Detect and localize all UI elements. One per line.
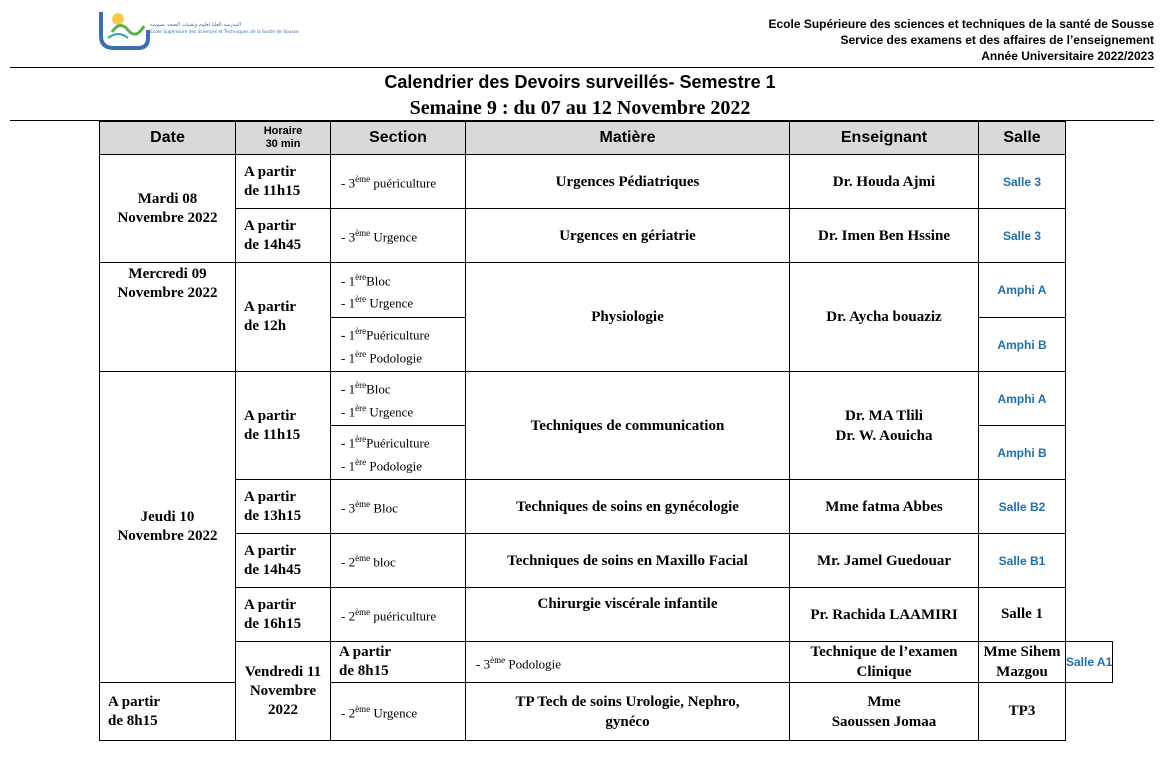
matiere-cell: Technique de l’examen Clinique [790,642,979,683]
hour-cell [331,642,466,683]
sec-txt: Urgence [366,403,414,419]
schedule-table [99,121,1113,741]
salle-cell: Salle 1 [979,588,1066,642]
col-horaire-l2: 30 min [265,138,301,150]
hour-l2: de 8h15 [108,712,158,729]
salle-cell: Amphi A [979,372,1066,426]
enseignant-cell: Mr. Jamel Guedouar [790,534,979,588]
sec-pre: - [341,435,349,451]
enseignant-cell [790,683,979,741]
sec-sup: ère [355,348,367,359]
hour-cell [236,588,331,642]
header-divider [10,67,1154,68]
date-day: Mardi 08 [137,190,198,207]
sec-sup: ème [355,228,371,239]
hour-l1: A partir [244,542,297,559]
school-name: Ecole Supérieure des sciences et techniques de la santé de Sousse [768,17,1154,31]
sec-txt: Bloc [366,381,391,397]
school-header [769,16,1155,64]
sec-pre: - 1 [341,403,356,419]
date-month: Novembre 2022 [249,682,317,718]
date-cell [236,642,331,741]
sec-sup: ème [355,607,371,618]
sec-sup: ème [355,553,371,564]
hour-l2: de 14h45 [244,236,302,253]
sec-pre: - 3 [341,229,356,245]
col-horaire-l1: Horaire [263,125,303,137]
matiere-cell: Techniques de communication [466,372,790,480]
sec-num: 1 [348,381,356,397]
salle-cell: Amphi B [979,426,1066,480]
sec-pre: - [341,327,349,343]
sec-num: 1 [348,435,356,451]
matiere-cell [466,683,790,741]
hour-l2: de 11h15 [244,426,301,443]
sec-txt: bloc [370,554,396,570]
hour-cell [236,155,331,209]
hour-cell [100,683,236,741]
hour-l1: A partir [244,217,297,234]
sec-txt: Puériculture [366,327,430,343]
table-row [100,372,1113,426]
col-date: Date [100,122,236,155]
sec-txt: Podologie [505,656,562,672]
sec-pre: - 3 [341,500,356,516]
col-salle: Salle [979,122,1066,155]
sec-txt: Podologie [366,349,423,365]
sec-pre: - 1 [341,457,356,473]
sec-txt: Bloc [370,500,398,516]
school-logo [98,10,299,50]
sec-txt: Urgence [370,229,418,245]
sec-sup: ère [355,456,367,467]
sec-pre: - 1 [341,295,356,311]
sec-txt: Urgence [370,705,418,721]
hour-cell [236,480,331,534]
sec-sup: ère [355,402,367,413]
ens-l2: Dr. W. Aouicha [835,427,933,444]
hour-l2: de 8h15 [339,663,389,679]
salle-cell: Salle B2 [979,480,1066,534]
date-month: Novembre 2022 [117,209,218,226]
hour-l2: de 12h [244,318,287,334]
sec-sup: ère [355,326,367,337]
sec-num: 1 [348,327,356,343]
date-cell [100,263,236,372]
hour-l1: A partir [108,693,161,710]
table-row [100,209,1113,263]
table-row [100,534,1113,588]
salle-cell: Salle A1 [1066,642,1113,683]
section-cell [331,683,466,741]
matiere-cell: Techniques de soins en Maxillo Facial [466,534,790,588]
col-matiere: Matière [466,122,790,155]
matiere-cell: Physiologie [466,263,790,372]
sec-pre: - 2 [341,554,356,570]
sec-pre: - [341,273,349,288]
salle-cell: Amphi B [979,318,1066,372]
sec-txt: Urgence [366,295,414,311]
date-month: Novembre 2022 [117,285,218,301]
ens-l2: Saoussen Jomaa [831,713,937,730]
section-cell [331,480,466,534]
sec-num: 1 [348,273,356,288]
hour-l1: A partir [244,596,297,613]
date-day: Jeudi 10 [140,509,195,525]
sec-txt: Bloc [366,273,391,288]
matiere-cell: Urgences Pédiatriques [466,155,790,209]
sec-txt: Podologie [366,457,423,473]
table-row [100,480,1113,534]
sec-txt: puériculture [370,608,437,624]
section-cell [331,588,466,642]
table-header-row [100,122,1113,155]
date-cell [100,372,236,683]
section-cell [331,372,466,426]
sec-pre: - 2 [341,705,356,721]
salle-cell: Salle 3 [979,209,1066,263]
matiere-l2: gynéco [605,713,650,730]
sec-txt: Puériculture [366,435,430,451]
section-cell [331,318,466,372]
enseignant-cell: Mme Sihem Mazgou [979,642,1066,683]
salle-cell: Salle B1 [979,534,1066,588]
sec-sup: ère [355,380,367,391]
enseignant-cell: Pr. Rachida LAAMIRI [790,588,979,642]
academic-year: Année Universitaire 2022/2023 [981,49,1154,63]
section-cell [331,209,466,263]
page-title: Calendrier des Devoirs surveillés- Semestre 1 [384,72,776,92]
date-day: Vendredi 11 [244,663,322,680]
hour-cell [236,209,331,263]
sec-sup: ème [490,654,506,665]
sec-sup: ère [355,434,367,445]
ens-l1: Dr. MA Tlili [845,407,923,424]
week-subtitle: Semaine 9 : du 07 au 12 Novembre 2022 [409,97,751,119]
table-row [100,588,1113,642]
col-enseignant: Enseignant [790,122,979,155]
table-row [100,642,1113,683]
hour-l1: A partir [244,299,297,315]
logo-text-ar: المدرسة العليا لعلوم وتقنيات الصحة بسوسة [150,22,241,28]
enseignant-cell: Dr. Imen Ben Hssine [790,209,979,263]
sec-pre: - 1 [341,349,356,365]
section-cell [331,426,466,480]
sec-sup: ème [355,174,371,185]
date-day: Mercredi 09 [128,266,207,282]
table-row [100,263,1113,318]
matiere-l1: TP Tech de soins Urologie, Nephro, [515,693,740,710]
sec-pre: - 3 [341,175,356,191]
date-month: Novembre 2022 [117,528,218,544]
sec-sup: ème [355,499,371,510]
enseignant-cell: Mme fatma Abbes [790,480,979,534]
salle-cell: Amphi A [979,263,1066,318]
sec-pre: - 2 [341,608,356,624]
section-cell [466,642,790,683]
col-horaire [236,122,331,155]
salle-cell: Salle 3 [979,155,1066,209]
sec-sup: ème [355,704,371,715]
hour-l2: de 16h15 [244,615,302,632]
matiere-cell: Techniques de soins en gynécologie [466,480,790,534]
date-cell [100,155,236,263]
hour-l2: de 14h45 [244,561,302,578]
sec-sup: ère [355,271,367,282]
matiere-cell: Chirurgie viscérale infantile [466,588,790,642]
matiere-cell: Urgences en gériatrie [466,209,790,263]
salle-cell: TP3 [979,683,1066,741]
logo-text-fr: Ecole Supérieure des Sciences et Techniques de la Santé de Sousse [150,30,299,35]
section-cell [331,155,466,209]
col-section: Section [331,122,466,155]
sec-txt: puériculture [370,175,437,191]
hour-cell [236,372,331,480]
hour-cell [236,534,331,588]
hour-l1: A partir [244,488,297,505]
enseignant-cell [790,372,979,480]
sec-pre: - [341,381,349,397]
hour-l1: A partir [244,163,297,180]
section-cell [331,263,466,318]
ens-l1: Mme [867,693,901,710]
service-name: Service des examens et des affaires de l’enseignement [840,33,1154,47]
hour-cell [236,263,331,372]
section-cell [331,534,466,588]
enseignant-cell: Dr. Houda Ajmi [790,155,979,209]
hour-l1: A partir [339,644,392,660]
hour-l2: de 13h15 [244,507,302,524]
sec-sup: ère [355,294,367,304]
hour-l2: de 11h15 [244,182,301,199]
table-row [100,155,1113,209]
enseignant-cell: Dr. Aycha bouaziz [790,263,979,372]
hour-l1: A partir [244,407,297,424]
sec-pre: - 3 [476,656,491,672]
